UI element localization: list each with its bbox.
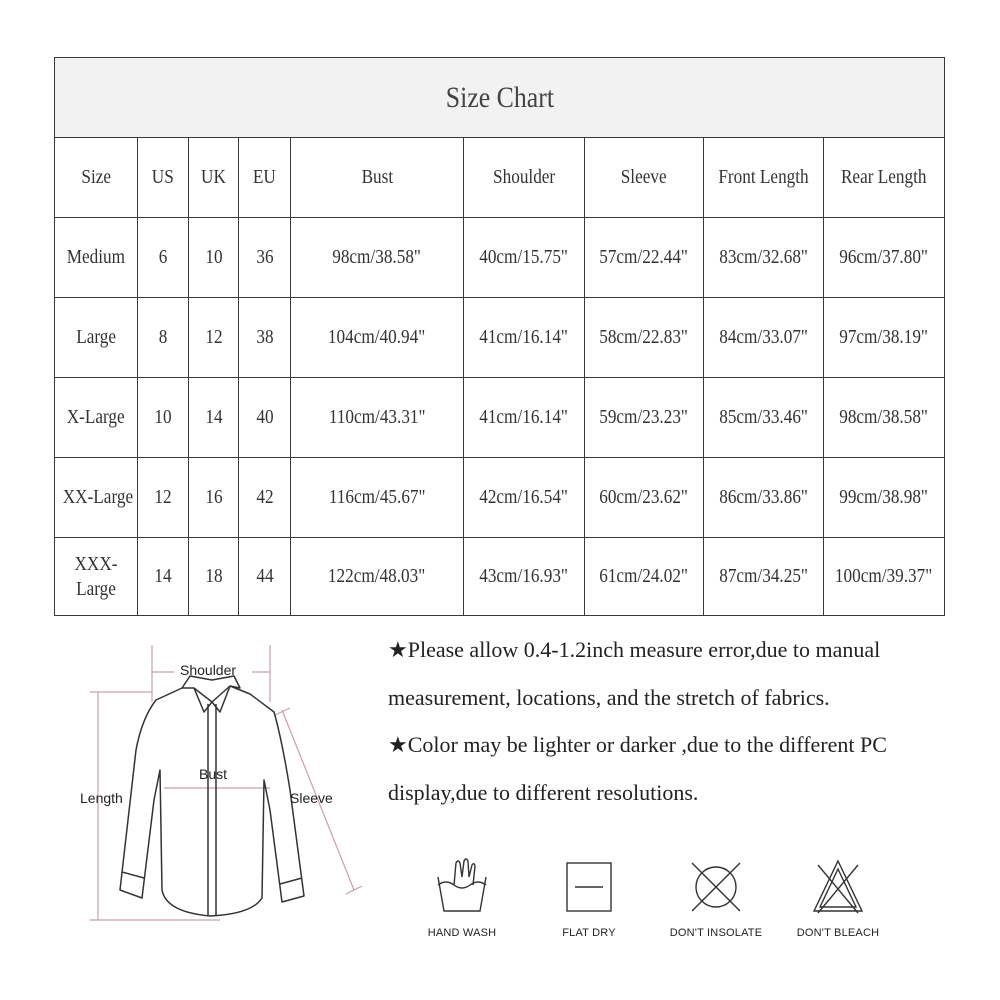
table-cell: 122cm/48.03" xyxy=(291,538,464,616)
flat-dry-icon xyxy=(559,855,619,919)
table-cell: 44 xyxy=(239,538,291,616)
table-cell: 116cm/45.67" xyxy=(291,458,464,538)
table-cell: 43cm/16.93" xyxy=(464,538,585,616)
header-cell: Rear Length xyxy=(824,138,945,218)
table-cell: 6 xyxy=(138,218,189,298)
care-hand-wash xyxy=(402,855,522,939)
flat-dry-label: FLAT DRY xyxy=(562,927,616,939)
table-cell: 18 xyxy=(189,538,239,616)
note-measure-error: ★Please allow 0.4-1.2inch measure error,due to manual measurement, locations, and the stretch of fabrics. xyxy=(388,637,881,710)
table-cell: 40 xyxy=(239,378,291,458)
table-cell: 99cm/38.98" xyxy=(824,458,945,538)
table-cell: 84cm/33.07" xyxy=(704,298,824,378)
table-row xyxy=(55,298,945,378)
table-row xyxy=(55,378,945,458)
table-cell: 60cm/23.62" xyxy=(585,458,704,538)
header-cell: Size xyxy=(55,138,138,218)
table-cell: 59cm/23.23" xyxy=(585,378,704,458)
header-cell: US xyxy=(138,138,189,218)
table-cell: 41cm/16.14" xyxy=(464,378,585,458)
table-cell: 14 xyxy=(138,538,189,616)
table-cell: 42cm/16.54" xyxy=(464,458,585,538)
table-cell: 97cm/38.19" xyxy=(824,298,945,378)
table-cell: 61cm/24.02" xyxy=(585,538,704,616)
header-cell: EU xyxy=(239,138,291,218)
hand-wash-label: HAND WASH xyxy=(427,927,497,939)
table-cell: 40cm/15.75" xyxy=(464,218,585,298)
table-cell: 58cm/22.83" xyxy=(585,298,704,378)
shoulder-label: Shoulder xyxy=(180,662,237,678)
table-cell: 98cm/38.58" xyxy=(824,378,945,458)
table-cell: 98cm/38.58" xyxy=(291,218,464,298)
table-cell: 86cm/33.86" xyxy=(704,458,824,538)
notes xyxy=(388,626,948,816)
table-cell: 12 xyxy=(138,458,189,538)
care-flat-dry xyxy=(529,855,649,939)
table-cell: 10 xyxy=(189,218,239,298)
table-cell: 83cm/32.68" xyxy=(704,218,824,298)
table-cell: 16 xyxy=(189,458,239,538)
table-cell: 104cm/40.94" xyxy=(291,298,464,378)
header-cell: Bust xyxy=(291,138,464,218)
table-row xyxy=(55,458,945,538)
table-title: Size Chart xyxy=(55,58,945,138)
bust-label: Bust xyxy=(199,766,228,782)
table-cell: 36 xyxy=(239,218,291,298)
table-cell: XXX-Large xyxy=(55,538,138,616)
dont-insolate-icon xyxy=(686,855,746,919)
table-cell: 85cm/33.46" xyxy=(704,378,824,458)
header-row xyxy=(55,138,945,218)
table-cell: 57cm/22.44" xyxy=(585,218,704,298)
note-color: ★Color may be lighter or darker ,due to the different PC display,due to different resolutions. xyxy=(388,732,887,805)
care-instructions xyxy=(0,855,1000,955)
header-cell: Sleeve xyxy=(585,138,704,218)
table-cell: Medium xyxy=(55,218,138,298)
table-cell: 42 xyxy=(239,458,291,538)
table-cell: 100cm/39.37" xyxy=(824,538,945,616)
table-cell: 96cm/37.80" xyxy=(824,218,945,298)
table-cell: 110cm/43.31" xyxy=(291,378,464,458)
hand-wash-icon xyxy=(432,855,492,919)
table-cell: 87cm/34.25" xyxy=(704,538,824,616)
length-label: Length xyxy=(80,790,123,806)
dont-insolate-label: DON'T INSOLATE xyxy=(669,927,763,939)
table-cell: X-Large xyxy=(55,378,138,458)
header-cell: Shoulder xyxy=(464,138,585,218)
table-row xyxy=(55,218,945,298)
dont-bleach-label: DON'T BLEACH xyxy=(796,927,880,939)
table-cell: 41cm/16.14" xyxy=(464,298,585,378)
dont-bleach-icon xyxy=(808,855,868,919)
table-cell: 10 xyxy=(138,378,189,458)
table-cell: 38 xyxy=(239,298,291,378)
size-chart xyxy=(54,57,944,616)
header-cell: UK xyxy=(189,138,239,218)
sleeve-label: Sleeve xyxy=(290,790,333,806)
table-row xyxy=(55,538,945,616)
care-dont-bleach xyxy=(778,855,898,939)
size-table xyxy=(54,57,945,616)
table-cell: 12 xyxy=(189,298,239,378)
table-cell: XX-Large xyxy=(55,458,138,538)
table-cell: 8 xyxy=(138,298,189,378)
table-cell: Large xyxy=(55,298,138,378)
table-cell: 14 xyxy=(189,378,239,458)
header-cell: Front Length xyxy=(704,138,824,218)
care-dont-insolate xyxy=(656,855,776,939)
